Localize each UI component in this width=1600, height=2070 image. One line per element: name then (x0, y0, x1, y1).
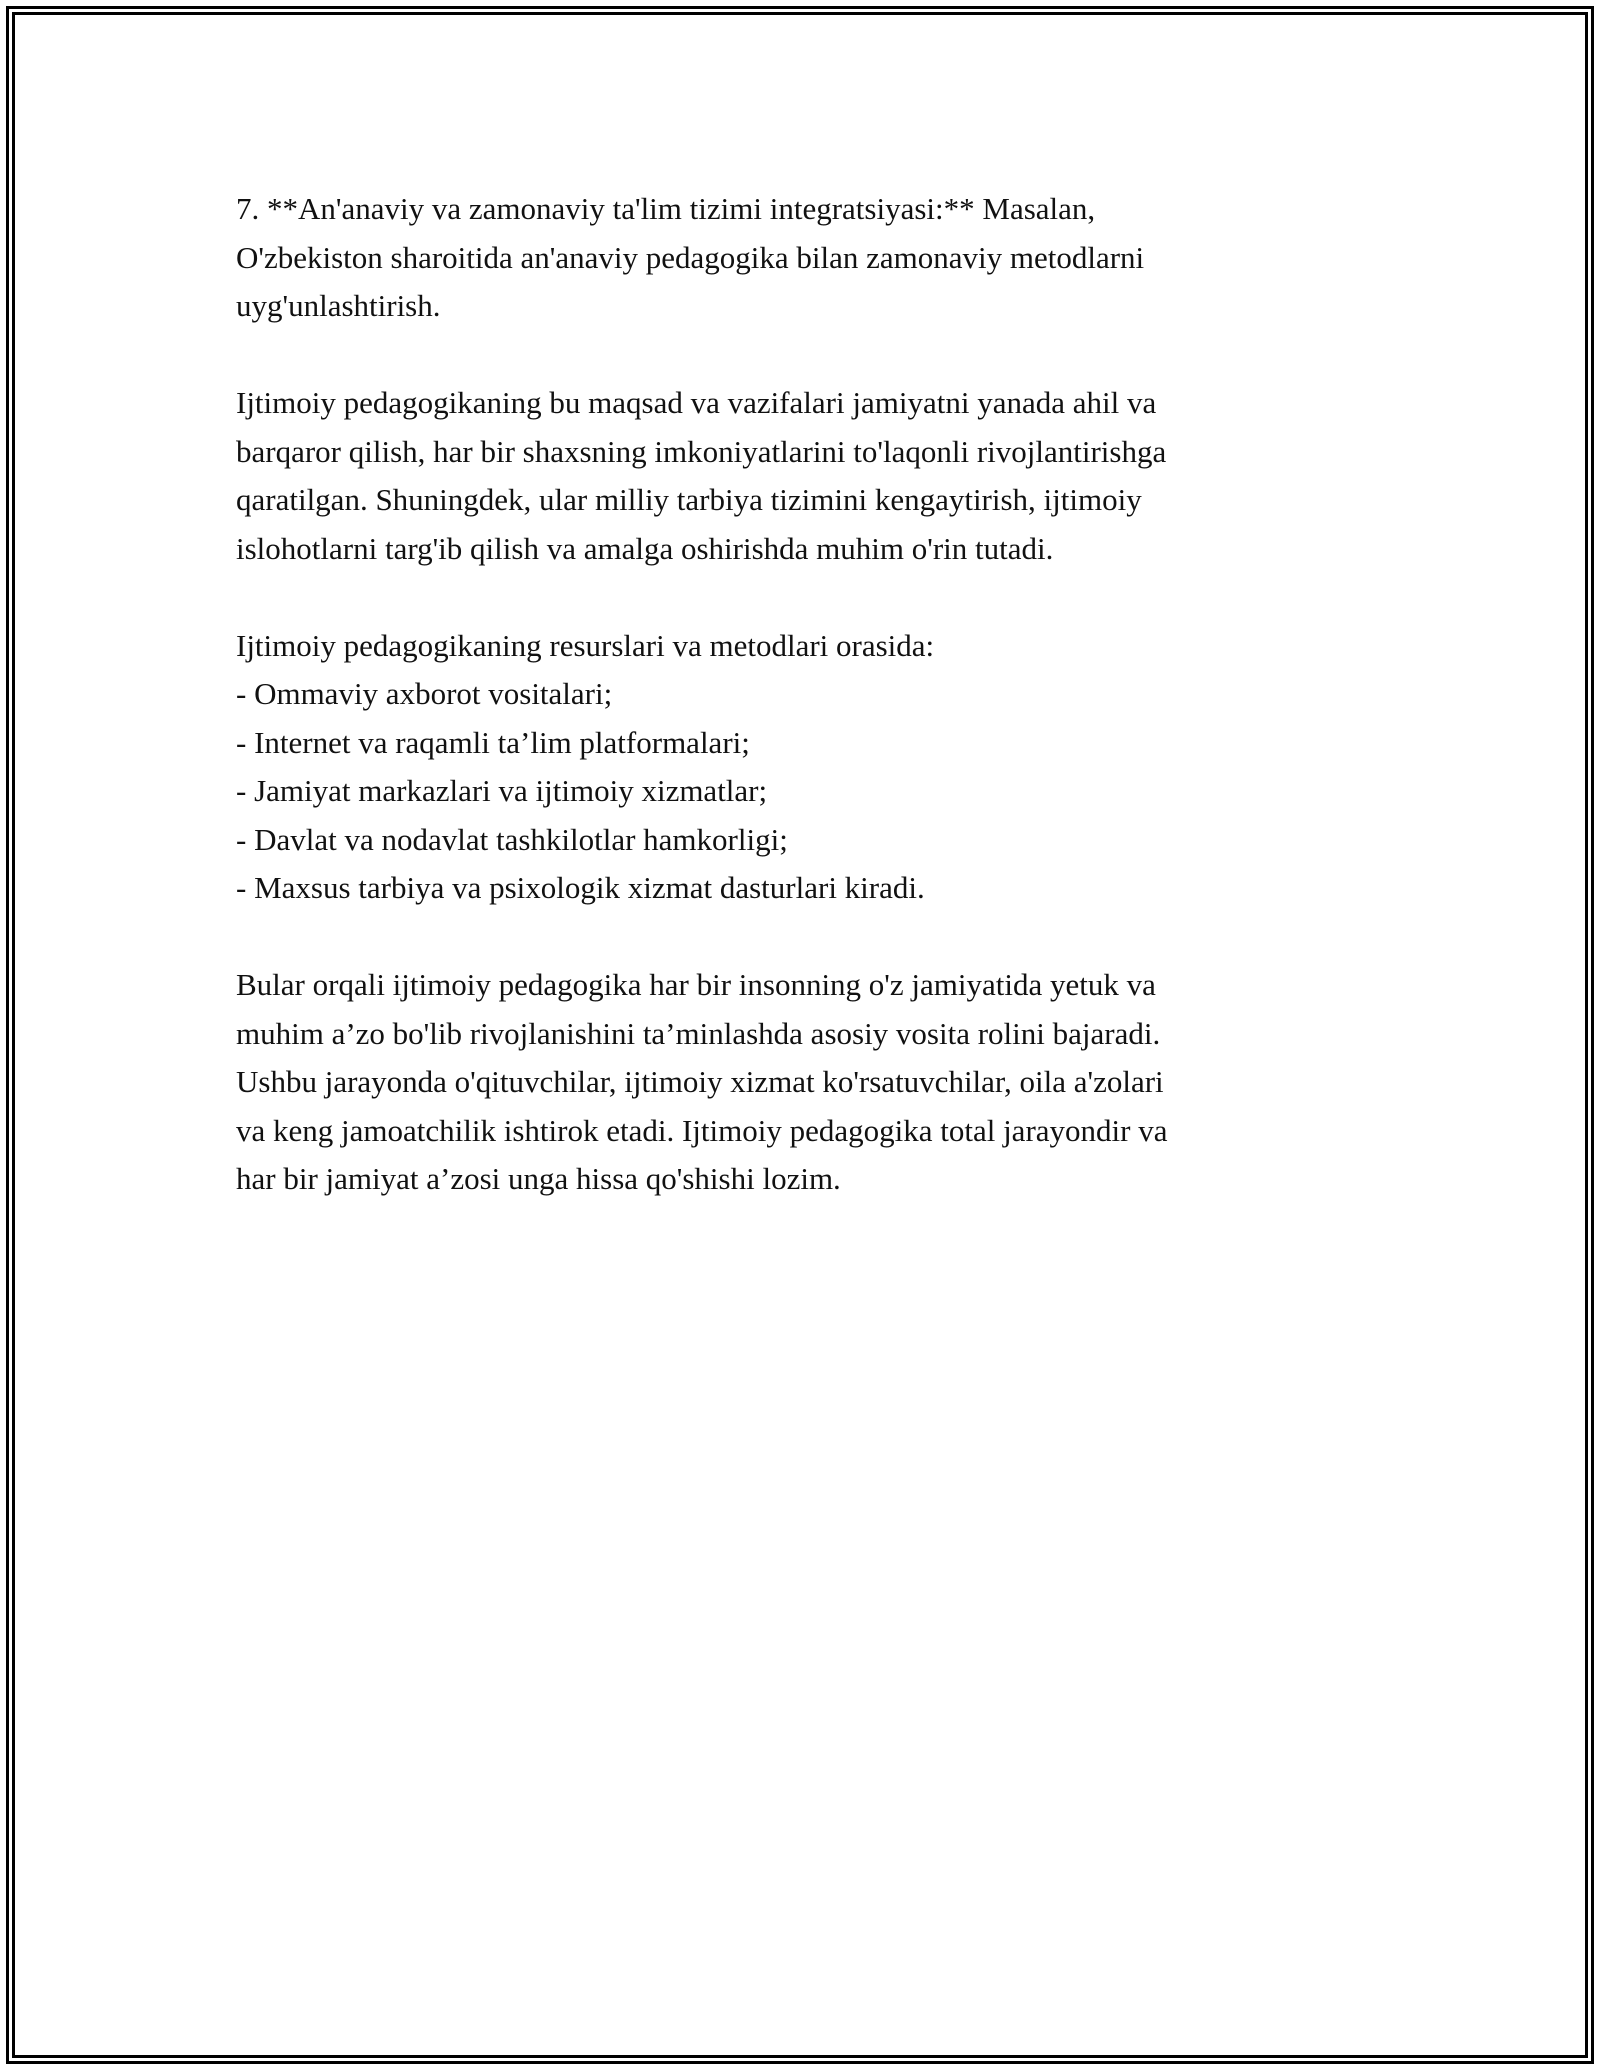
list-item: - Jamiyat markazlari va ijtimoiy xizmatlar; (236, 773, 768, 808)
text-line: barqaror qilish, har bir shaxsning imkoniyatlarini to'laqonli rivojlantirishga (236, 433, 1167, 469)
paragraph-integration (236, 185, 1366, 331)
text-line: har bir jamiyat a’zosi unga hissa qo'shishi lozim. (236, 1161, 841, 1196)
list-item: - Ommaviy axborot vositalari; (236, 676, 613, 711)
text-line: uyg'unlashtirish. (236, 288, 441, 323)
text-line: 7. **An'anaviy va zamonaviy ta'lim tizimi integratsiyasi:** Masalan, (236, 191, 1096, 226)
list-item: - Davlat va nodavlat tashkilotlar hamkorligi; (236, 821, 788, 857)
paragraph-spacer (236, 913, 1366, 962)
text-line: muhim a’zo bo'lib rivojlanishini ta’minlashda asosiy vosita rolini bajaradi. (236, 1015, 1161, 1051)
list-intro: Ijtimoiy pedagogikaning resurslari va metodlari orasida: (236, 627, 935, 663)
paragraph-goals (236, 379, 1366, 573)
paragraph-spacer (236, 331, 1366, 380)
list-item: - Maxsus tarbiya va psixologik xizmat dasturlari kiradi. (236, 870, 925, 905)
paragraph-spacer (236, 573, 1366, 622)
text-line: qaratilgan. Shuningdek, ular milliy tarbiya tizimini kengaytirish, ijtimoiy (236, 482, 1142, 517)
text-line: Ushbu jarayonda o'qituvchilar, ijtimoiy xizmat ko'rsatuvchilar, oila a'zolari (236, 1064, 1164, 1099)
resources-list-section (236, 622, 1366, 913)
text-line: O'zbekiston sharoitida an'anaviy pedagogika bilan zamonaviy metodlarni (236, 239, 1145, 275)
list-item: - Internet va raqamli ta’lim platformalari; (236, 724, 750, 760)
text-line: va keng jamoatchilik ishtirok etadi. Ijtimoiy pedagogika total jarayondir va (236, 1112, 1168, 1148)
paragraph-conclusion (236, 961, 1366, 1204)
text-line: Ijtimoiy pedagogikaning bu maqsad va vazifalari jamiyatni yanada ahil va (236, 385, 1157, 420)
text-line: islohotlarni targ'ib qilish va amalga oshirishda muhim o'rin tutadi. (236, 530, 1054, 566)
document-body (236, 185, 1366, 1204)
text-line: Bular orqali ijtimoiy pedagogika har bir insonning o'z jamiyatida yetuk va (236, 967, 1156, 1002)
